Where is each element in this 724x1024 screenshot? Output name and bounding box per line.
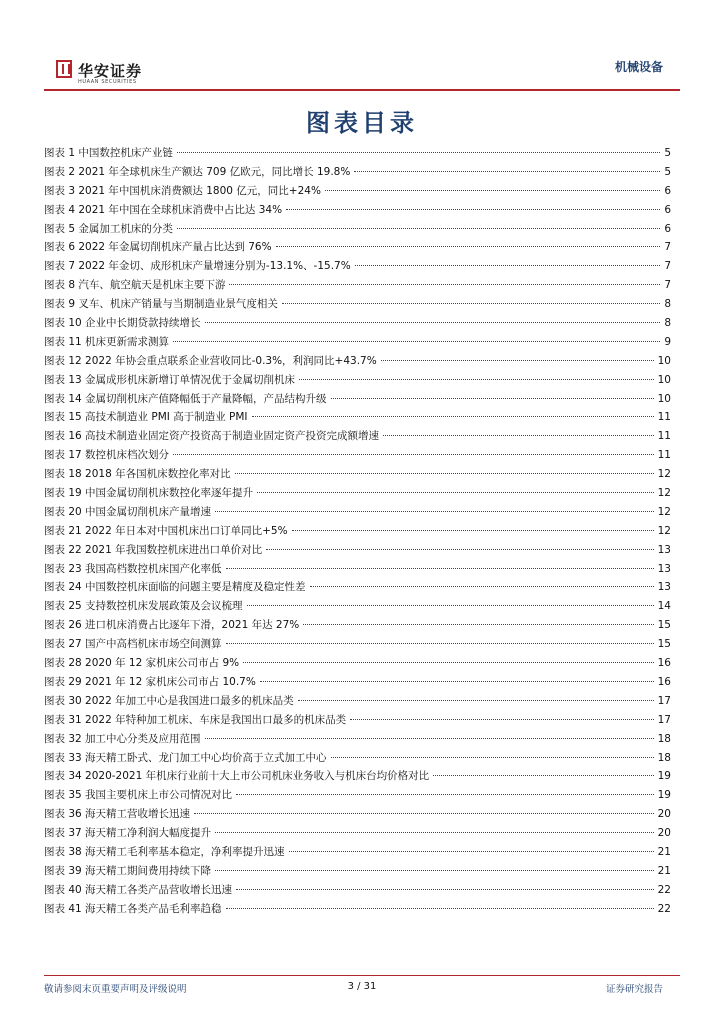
toc-leader-dots [325,189,660,191]
toc-entry-label: 图表 29 2021 年 12 家机床公司市占 10.7% [44,675,256,688]
toc-entry-label: 图表 7 2022 年金切、成形机床产量增速分别为-13.1%、-15.7% [44,260,351,273]
toc-entry[interactable] [44,390,671,409]
toc-entry[interactable] [44,900,671,919]
toc-entry-label: 图表 23 我国高档数控机床国产化率低 [44,562,222,575]
toc-entry-page: 7 [664,279,671,292]
table-of-figures [44,144,671,919]
toc-entry-label: 图表 33 海天精工卧式、龙门加工中心均价高于立式加工中心 [44,751,327,764]
toc-leader-dots [226,907,654,909]
toc-leader-dots [298,699,654,701]
toc-entry-label: 图表 21 2022 年日本对中国机床出口订单同比+5% [44,524,288,537]
toc-leader-dots [433,774,654,776]
toc-entry-label: 图表 8 汽车、航空航天是机床主要下游 [44,279,226,292]
toc-entry-page: 21 [657,845,671,858]
toc-leader-dots [355,264,661,266]
toc-entry[interactable] [44,257,671,276]
toc-entry-page: 7 [664,241,671,254]
toc-leader-dots [331,397,654,399]
toc-entry[interactable] [44,616,671,635]
toc-entry-page: 12 [657,468,671,481]
toc-entry[interactable] [44,201,671,220]
toc-entry[interactable] [44,314,671,333]
toc-entry-label: 图表 5 金属加工机床的分类 [44,222,173,235]
toc-entry-page: 17 [657,694,671,707]
toc-entry-page: 15 [657,638,671,651]
toc-leader-dots [226,567,654,569]
toc-entry[interactable] [44,371,671,390]
toc-entry[interactable] [44,220,671,239]
toc-entry-label: 图表 26 进口机床消费占比逐年下滑，2021 年达 27% [44,619,300,632]
toc-entry-page: 10 [657,373,671,386]
toc-entry[interactable] [44,881,671,900]
toc-entry[interactable] [44,654,671,673]
toc-entry-label: 图表 19 中国金属切削机床数控化率逐年提升 [44,487,254,500]
toc-leader-dots [243,661,653,663]
toc-entry[interactable] [44,163,671,182]
toc-leader-dots [215,831,654,833]
toc-entry-label: 图表 6 2022 年金属切削机床产量占比达到 76% [44,241,272,254]
toc-entry-page: 12 [657,505,671,518]
toc-leader-dots [236,793,654,795]
toc-entry-page: 13 [657,562,671,575]
toc-entry-label: 图表 25 支持数控机床发展政策及会议梳理 [44,600,243,613]
toc-entry[interactable] [44,276,671,295]
toc-entry-label: 图表 14 金属切削机床产值降幅低于产量降幅，产品结构升级 [44,392,327,405]
page-header [0,0,724,90]
toc-entry[interactable] [44,182,671,201]
toc-leader-dots [289,850,654,852]
toc-entry[interactable] [44,862,671,881]
toc-entry-page: 11 [657,411,671,424]
toc-entry[interactable] [44,673,671,692]
toc-entry[interactable] [44,578,671,597]
toc-entry-label: 图表 13 金属成形机床新增订单情况优于金属切削机床 [44,373,296,386]
toc-entry-page: 6 [664,184,671,197]
toc-entry-page: 17 [657,713,671,726]
toc-leader-dots [354,170,660,172]
toc-leader-dots [257,491,654,493]
toc-entry[interactable] [44,711,671,730]
toc-leader-dots [381,359,654,361]
toc-entry-page: 10 [657,354,671,367]
toc-entry-label: 图表 38 海天精工毛利率基本稳定，净利率提升迅速 [44,845,285,858]
toc-entry-label: 图表 32 加工中心分类及应用范围 [44,732,201,745]
toc-entry-page: 14 [657,600,671,613]
toc-entry-label: 图表 18 2018 年各国机床数控化率对比 [44,468,231,481]
toc-entry-label: 图表 2 2021 年全球机床生产额达 709 亿欧元，同比增长 19.8% [44,165,351,178]
toc-entry[interactable] [44,333,671,352]
toc-leader-dots [303,623,653,625]
toc-entry[interactable] [44,238,671,257]
toc-entry-label: 图表 3 2021 年中国机床消费额达 1800 亿元，同比+24% [44,184,321,197]
toc-leader-dots [205,737,654,739]
header-divider [44,89,680,91]
toc-entry[interactable] [44,767,671,786]
toc-entry[interactable] [44,503,671,522]
toc-entry[interactable] [44,295,671,314]
toc-entry-label: 图表 36 海天精工营收增长迅速 [44,808,191,821]
toc-leader-dots [177,227,660,229]
toc-entry-label: 图表 10 企业中长期贷款持续增长 [44,317,201,330]
toc-leader-dots [266,548,654,550]
toc-leader-dots [286,208,660,210]
toc-entry[interactable] [44,786,671,805]
toc-entry[interactable] [44,824,671,843]
toc-leader-dots [260,680,654,682]
toc-entry-page: 8 [664,317,671,330]
toc-entry[interactable] [44,749,671,768]
toc-entry-page: 18 [657,732,671,745]
toc-entry-label: 图表 15 高技术制造业 PMI 高于制造业 PMI [44,411,248,424]
toc-entry-page: 11 [657,430,671,443]
toc-entry[interactable] [44,427,671,446]
toc-entry[interactable] [44,843,671,862]
toc-entry-label: 图表 12 2022 年协会重点联系企业营收同比-0.3%，利润同比+43.7% [44,354,377,367]
toc-entry[interactable] [44,144,671,163]
toc-entry[interactable] [44,522,671,541]
toc-entry-label: 图表 9 叉车、机床产销量与当期制造业景气度相关 [44,298,278,311]
toc-leader-dots [350,718,654,720]
toc-leader-dots [299,378,654,380]
toc-entry-label: 图表 11 机床更新需求测算 [44,335,170,348]
toc-leader-dots [215,510,654,512]
toc-entry-page: 5 [664,147,671,159]
toc-entry-label: 图表 34 2020-2021 年机床行业前十大上市公司机床业务收入与机床台均价格对比 [44,770,430,783]
toc-entry[interactable] [44,560,671,579]
toc-entry-label: 图表 39 海天精工期间费用持续下降 [44,864,212,877]
toc-leader-dots [229,283,660,285]
toc-entry-page: 19 [657,770,671,783]
toc-entry-label: 图表 27 国产中高档机床市场空间测算 [44,638,222,651]
toc-leader-dots [383,434,654,436]
page-number: 3 / 31 [347,981,377,992]
toc-leader-dots [173,453,654,455]
toc-entry-page: 12 [657,524,671,537]
toc-entry-page: 16 [657,657,671,670]
toc-entry-page: 11 [657,449,671,462]
toc-leader-dots [282,302,660,304]
logo-text: 华安证券 [78,62,143,80]
toc-entry-label: 图表 37 海天精工净利润大幅度提升 [44,827,212,840]
toc-entry[interactable] [44,408,671,427]
toc-leader-dots [331,756,654,758]
toc-entry[interactable] [44,730,671,749]
toc-leader-dots [247,604,654,606]
toc-entry-page: 22 [657,902,671,915]
toc-entry-label: 图表 20 中国金属切削机床产量增速 [44,505,212,518]
toc-entry-label: 图表 35 我国主要机床上市公司情况对比 [44,789,233,802]
toc-entry-page: 7 [664,260,671,273]
toc-entry-label: 图表 30 2022 年加工中心是我国进口最多的机床品类 [44,694,294,707]
toc-entry-label: 图表 4 2021 年中国在全球机床消费中占比达 34% [44,203,283,216]
toc-leader-dots [236,888,654,890]
toc-entry-page: 15 [657,619,671,632]
toc-leader-dots [173,340,660,342]
toc-entry[interactable] [44,352,671,371]
toc-entry-page: 12 [657,487,671,500]
toc-entry-page: 9 [664,335,671,348]
toc-entry[interactable] [44,541,671,560]
toc-entry-label: 图表 31 2022 年特种加工机床、车床是我国出口最多的机床品类 [44,713,347,726]
toc-entry-page: 6 [664,222,671,235]
report-type: 证券研究报告 [605,984,663,995]
toc-entry[interactable] [44,805,671,824]
toc-entry[interactable] [44,446,671,465]
toc-entry-label: 图表 40 海天精工各类产品营收增长迅速 [44,883,233,896]
toc-leader-dots [252,415,654,417]
toc-entry-page: 5 [664,165,671,178]
toc-entry-page: 13 [657,581,671,594]
toc-entry-page: 21 [657,864,671,877]
logo-subtext: HUAAN SECURITIES [78,79,137,85]
footer-divider [44,975,680,976]
toc-entry-page: 13 [657,543,671,556]
toc-entry-page: 8 [664,298,671,311]
toc-entry-label: 图表 1 中国数控机床产业链 [44,147,173,159]
toc-entry[interactable] [44,692,671,711]
toc-leader-dots [310,585,654,587]
toc-entry-page: 6 [664,203,671,216]
toc-entry-label: 图表 28 2020 年 12 家机床公司市占 9% [44,657,240,670]
footer-disclaimer: 敬请参阅末页重要声明及评级说明 [44,984,187,995]
toc-entry-page: 18 [657,751,671,764]
toc-leader-dots [194,812,654,814]
toc-entry-page: 22 [657,883,671,896]
toc-entry-label: 图表 16 高技术制造业固定资产投资高于制造业固定资产投资完成额增速 [44,430,380,443]
toc-entry-page: 19 [657,789,671,802]
toc-leader-dots [292,529,654,531]
toc-entry-label: 图表 41 海天精工各类产品毛利率趋稳 [44,902,222,915]
toc-entry[interactable] [44,635,671,654]
toc-leader-dots [226,642,654,644]
page-title: 图表目录 [306,109,418,137]
toc-entry-label: 图表 17 数控机床档次划分 [44,449,170,462]
logo-icon [56,60,72,78]
toc-entry-page: 10 [657,392,671,405]
toc-leader-dots [276,245,661,247]
toc-entry-label: 图表 24 中国数控机床面临的问题主要是精度及稳定性差 [44,581,306,594]
toc-entry-page: 20 [657,827,671,840]
toc-entry-page: 20 [657,808,671,821]
toc-leader-dots [215,869,654,871]
toc-leader-dots [235,472,654,474]
toc-entry-label: 图表 22 2021 年我国数控机床进出口单价对比 [44,543,263,556]
toc-entry[interactable] [44,465,671,484]
toc-leader-dots [177,151,660,153]
toc-entry[interactable] [44,484,671,503]
toc-entry[interactable] [44,597,671,616]
toc-entry-page: 16 [657,675,671,688]
toc-leader-dots [205,321,661,323]
section-label: 机械设备 [614,60,663,74]
